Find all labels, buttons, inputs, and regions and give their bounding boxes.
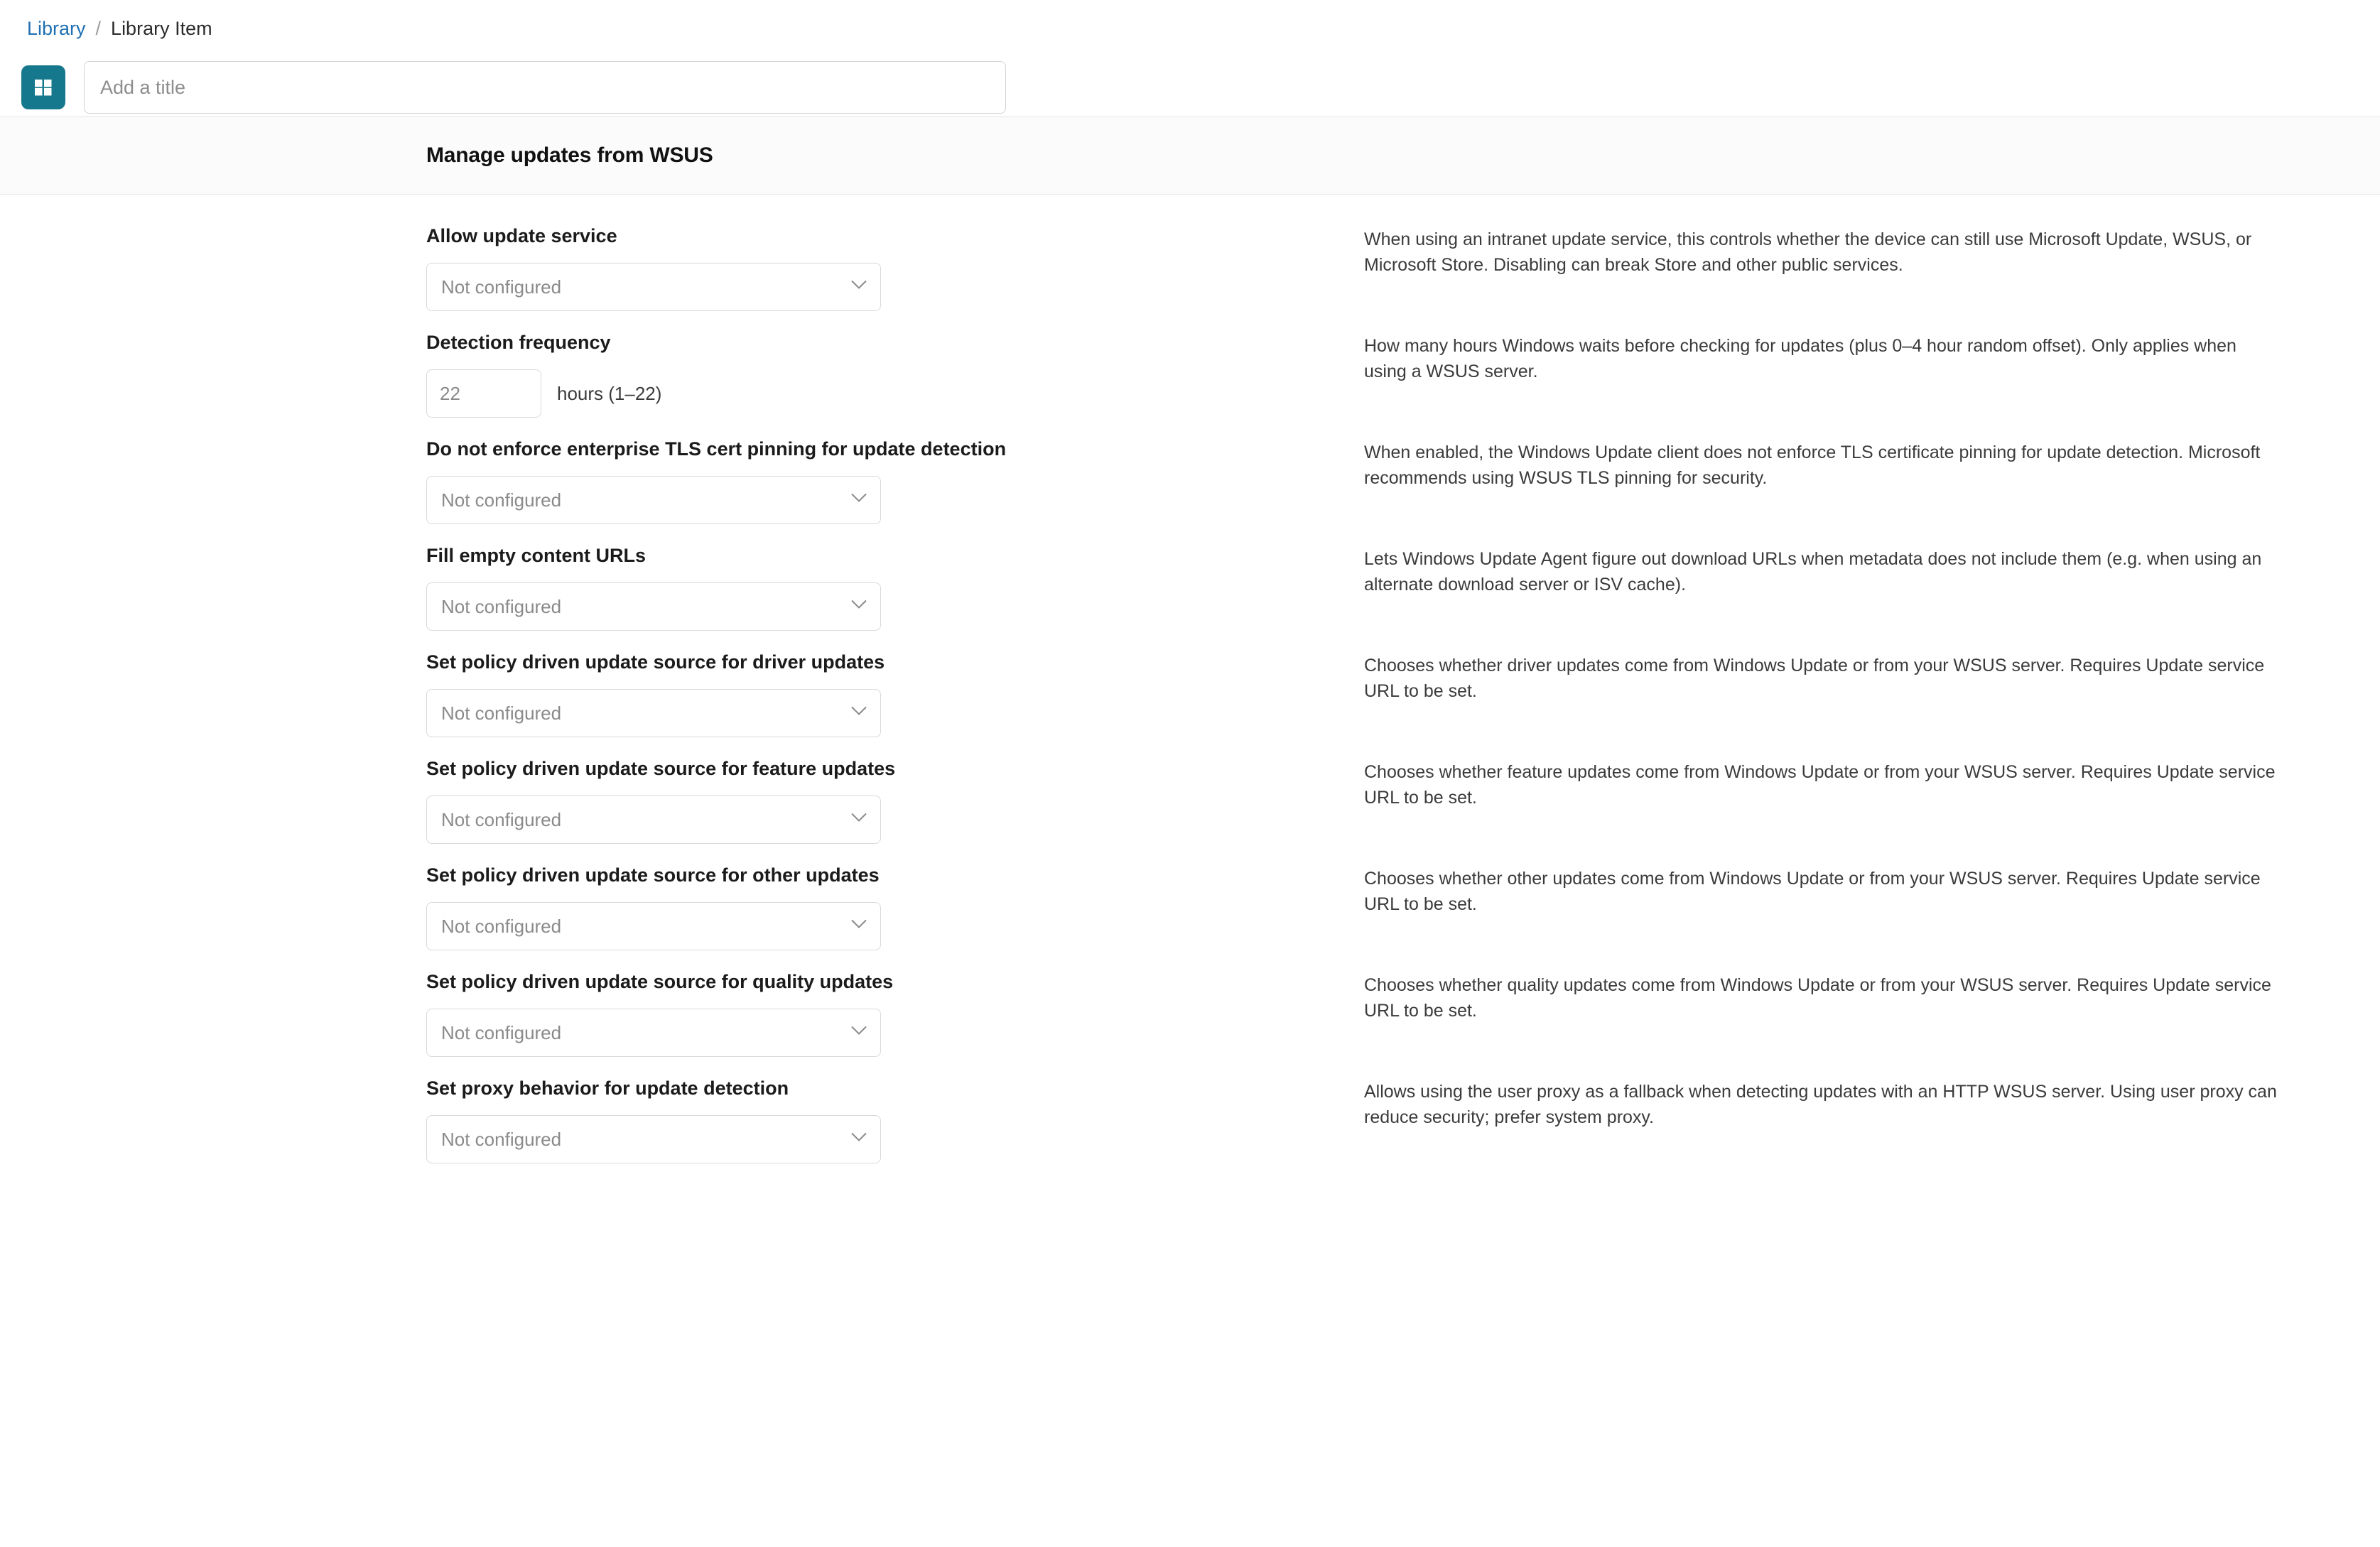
setting-description: Lets Windows Update Agent figure out download URLs when metadata does not include them (e.g. when using an alternate download server or ISV cache). bbox=[1364, 549, 2262, 595]
breadcrumb-separator: / bbox=[95, 18, 102, 39]
setting-description: How many hours Windows waits before checking for updates (plus 0–4 hour random offset). Only applies when using a WSUS server. bbox=[1364, 336, 2236, 381]
section-title: Manage updates from WSUS bbox=[426, 143, 713, 168]
setting-control-group bbox=[426, 651, 1364, 737]
setting-row bbox=[0, 438, 2380, 544]
setting-control-group bbox=[426, 1077, 1364, 1163]
setting-control-group bbox=[426, 864, 1364, 950]
select-value[interactable]: Not configured bbox=[426, 796, 881, 844]
setting-row bbox=[0, 544, 2380, 651]
setting-row bbox=[0, 224, 2380, 331]
detection-frequency-input[interactable] bbox=[426, 369, 541, 418]
update-source-feature-select[interactable] bbox=[426, 796, 881, 844]
setting-description: Chooses whether feature updates come from Windows Update or from your WSUS server. Requires Update service URL to be set. bbox=[1364, 762, 2276, 808]
select-value[interactable]: Not configured bbox=[426, 263, 881, 311]
setting-description: When using an intranet update service, this controls whether the device can still use Microsoft Update, WSUS, or Microsoft Store. Disabling can break Store and other public services. bbox=[1364, 229, 2252, 275]
setting-control-group bbox=[426, 544, 1364, 631]
breadcrumb-link-library[interactable]: Library bbox=[27, 18, 86, 39]
select-value[interactable]: Not configured bbox=[426, 1115, 881, 1163]
title-input[interactable] bbox=[84, 61, 1006, 114]
setting-label: Set proxy behavior for update detection bbox=[426, 1078, 789, 1100]
setting-label: Allow update service bbox=[426, 225, 617, 247]
select-value[interactable]: Not configured bbox=[426, 1009, 881, 1057]
setting-row bbox=[0, 331, 2380, 438]
breadcrumb-current: Library Item bbox=[111, 18, 212, 39]
allow-update-service-select[interactable] bbox=[426, 263, 881, 311]
setting-control-group bbox=[426, 438, 1364, 524]
setting-label: Set policy driven update source for feature updates bbox=[426, 758, 896, 780]
tls-cert-pinning-select[interactable] bbox=[426, 476, 881, 524]
select-value[interactable]: Not configured bbox=[426, 582, 881, 631]
setting-control-group bbox=[426, 757, 1364, 844]
setting-description: Chooses whether quality updates come from Windows Update or from your WSUS server. Requires Update service URL to be set. bbox=[1364, 975, 2271, 1021]
update-source-driver-select[interactable] bbox=[426, 689, 881, 737]
setting-label: Set policy driven update source for quality updates bbox=[426, 971, 894, 993]
setting-description: Chooses whether other updates come from Windows Update or from your WSUS server. Requires Update service URL to be set. bbox=[1364, 869, 2261, 914]
select-value[interactable]: Not configured bbox=[426, 902, 881, 950]
proxy-behavior-select[interactable] bbox=[426, 1115, 881, 1163]
setting-description: Allows using the user proxy as a fallback when detecting updates with an HTTP WSUS server. Using user proxy can reduce security; prefer system proxy. bbox=[1364, 1082, 2277, 1127]
setting-row bbox=[0, 970, 2380, 1077]
setting-row bbox=[0, 864, 2380, 970]
setting-label: Set policy driven update source for other updates bbox=[426, 864, 880, 886]
setting-description: Chooses whether driver updates come from Windows Update or from your WSUS server. Requires Update service URL to be set. bbox=[1364, 656, 2265, 701]
setting-control-group bbox=[426, 970, 1364, 1057]
update-source-other-select[interactable] bbox=[426, 902, 881, 950]
update-source-quality-select[interactable] bbox=[426, 1009, 881, 1057]
settings-list bbox=[0, 195, 2380, 1183]
setting-control-group bbox=[426, 224, 1364, 311]
select-value[interactable]: Not configured bbox=[426, 689, 881, 737]
setting-label: Detection frequency bbox=[426, 332, 611, 354]
setting-label: Set policy driven update source for driver updates bbox=[426, 651, 885, 673]
setting-row bbox=[0, 757, 2380, 864]
setting-label: Do not enforce enterprise TLS cert pinning for update detection bbox=[426, 438, 1007, 460]
select-value[interactable]: Not configured bbox=[426, 476, 881, 524]
fill-empty-content-urls-select[interactable] bbox=[426, 582, 881, 631]
breadcrumb bbox=[0, 0, 2380, 40]
detection-frequency-group bbox=[426, 369, 1336, 418]
setting-row bbox=[0, 651, 2380, 757]
detection-frequency-suffix: hours (1–22) bbox=[557, 382, 662, 404]
setting-control-group bbox=[426, 331, 1364, 418]
setting-description: When enabled, the Windows Update client does not enforce TLS certificate pinning for update detection. Microsoft recommends using WSUS TLS pinning for security. bbox=[1364, 443, 2261, 488]
setting-row bbox=[0, 1077, 2380, 1183]
setting-label: Fill empty content URLs bbox=[426, 545, 647, 567]
section-header bbox=[0, 116, 2380, 195]
title-row bbox=[0, 40, 2380, 116]
windows-app-icon bbox=[21, 65, 65, 109]
